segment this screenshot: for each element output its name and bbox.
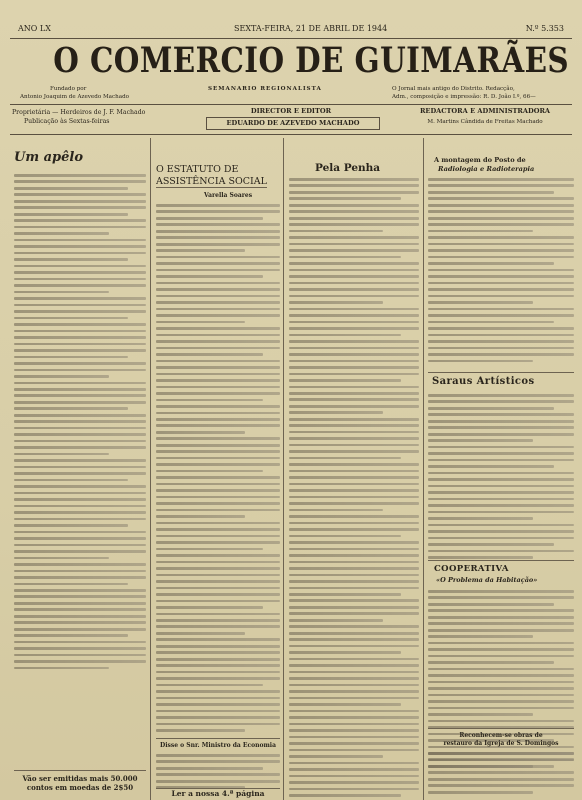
article-title-estatuto-1: O ESTATUTO DE (156, 164, 239, 175)
article-title-ministro: Disse o Snr. Ministro da Economia (160, 742, 276, 749)
publication-label: Publicação às Sextas-feiras (24, 118, 110, 125)
sub-rule-2 (10, 134, 572, 135)
column-rule-3 (423, 138, 424, 800)
article-title-saraus: Saraus Artísticos (432, 376, 535, 387)
owner-label: Proprietária — Herdeiros de J. F. Machado (12, 109, 146, 116)
article-title-um-apelo: Um apêlo (14, 150, 84, 165)
article-title-igreja-1: Reconhecem-se obras de (459, 732, 543, 739)
read-page-4-notice: Ler a nossa 4.ª página (156, 788, 280, 798)
column-4 (428, 140, 574, 800)
article-title-radiologia-1: A montagem do Posto de (434, 156, 526, 164)
masthead-title: O COMERCIO DE GUIMARÃES (53, 40, 570, 81)
director-name: EDUARDO DE AZEVEDO MACHADO (206, 117, 380, 130)
col4-divider-1 (428, 372, 574, 373)
tagline-right-1: O Jornal mais antigo do Distrito. Redacção, (392, 86, 515, 92)
year-label: ANO LX (18, 24, 51, 33)
column-2 (156, 140, 280, 800)
article-body-igreja (428, 752, 574, 797)
article-body-um-apelo (14, 174, 146, 673)
article-body-estatuto (156, 204, 280, 736)
article-body-radiologia (428, 178, 574, 366)
column-1 (14, 140, 146, 800)
tagline-right-2: Adm., composição e impressão: R. D. João I.º, 66— (392, 94, 536, 100)
article-title-radiologia-2: Radiologia e Radioterapia (438, 165, 535, 173)
issue-number: N.º 5.353 (525, 24, 564, 33)
date-label: SEXTA-FEIRA, 21 DE ABRIL DE 1944 (234, 24, 388, 33)
article-subtitle-habitacao: «O Problema da Habitação» (436, 576, 538, 584)
director-label: DIRECTOR E EDITOR (250, 107, 332, 115)
article-title-moedas: Vão ser emitidas mais 50.000 contos em moedas de 2$50 (22, 774, 138, 792)
column-3 (289, 140, 419, 800)
col4-divider-2 (428, 560, 574, 561)
article-body-pela-penha (289, 178, 419, 800)
column-rule-1 (150, 138, 151, 800)
weekly-label: SEMANARIO REGIONALISTA (208, 86, 322, 92)
col2-divider (156, 738, 280, 739)
top-info-bar (12, 22, 570, 36)
col1-divider (14, 770, 146, 771)
col4-divider-3 (428, 728, 574, 729)
article-body-saraus (428, 394, 574, 563)
article-title-igreja-2: restauro da Igreja de S. Domingos (443, 740, 559, 747)
founder-name: Antonio Joaquim de Azevedo Machado (20, 94, 130, 100)
editor-label: REDACTORA E ADMINISTRADORA (419, 107, 551, 115)
article-title-cooperativa: COOPERATIVA (434, 564, 509, 574)
founded-label: Fundado por (50, 86, 87, 92)
sub-rule-1 (10, 104, 572, 105)
top-rule (10, 38, 572, 39)
editor-name: M. Martins Cândida de Freitas Machado (427, 119, 543, 125)
article-title-estatuto-2: ASSISTÊNCIA SOCIAL (156, 176, 267, 187)
column-rule-2 (283, 138, 284, 800)
article-author: Varella Soares (204, 192, 253, 199)
article-title-pela-penha: Pela Penha (315, 162, 381, 174)
